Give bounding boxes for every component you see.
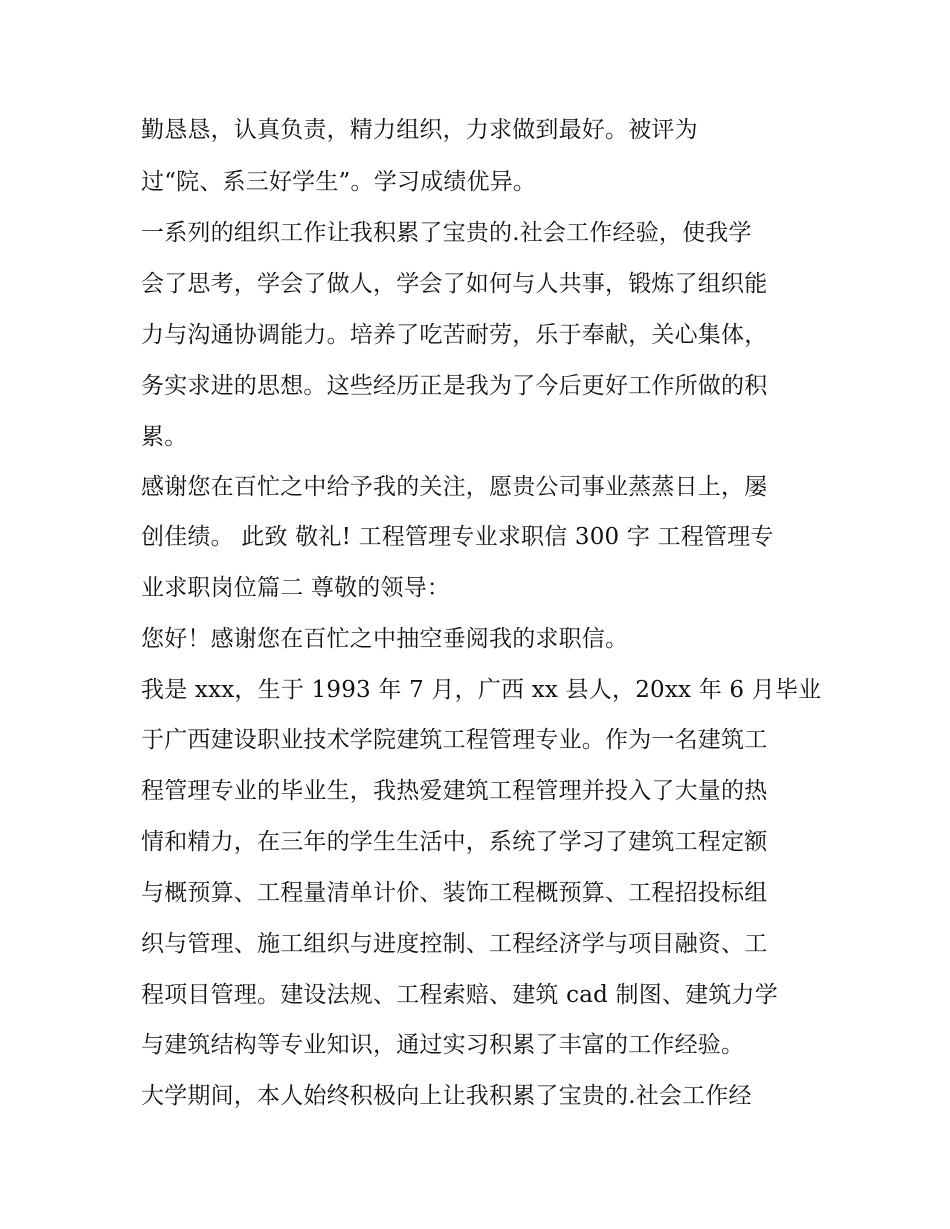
text-line: 创佳绩。 此致 敬礼! 工程管理专业求职信 300 字 工程管理专 bbox=[141, 524, 774, 550]
text-line: 于广西建设职业技术学院建筑工程管理专业。作为一名建筑工 bbox=[141, 727, 768, 753]
text-line: 程管理专业的毕业生，我热爱建筑工程管理并投入了大量的热 bbox=[141, 778, 768, 804]
text-line: 累。 bbox=[141, 424, 188, 450]
text-line: 我是 xxx，生于 1993 年 7 月，广西 xx 县人，20xx 年 6 月毕业 bbox=[141, 677, 822, 703]
text-line: 业求职岗位篇二 尊敬的领导： bbox=[141, 575, 451, 601]
text-line: 感谢您在百忙之中给予我的关注，愿贵公司事业蒸蒸日上，屡 bbox=[141, 474, 768, 500]
text-line: 会了思考，学会了做人，学会了如何与人共事，锻炼了组织能 bbox=[141, 271, 768, 297]
text-line: 务实求进的思想。这些经历正是我为了今后更好工作所做的积 bbox=[141, 373, 768, 399]
text-line: 您好！感谢您在百忙之中抽空垂阅我的求职信。 bbox=[141, 626, 629, 652]
text-line: 勤恳恳，认真负责，精力组织，力求做到最好。被评为 bbox=[141, 117, 698, 143]
text-line: 力与沟通协调能力。培养了吃苦耐劳，乐于奉献，关心集体， bbox=[141, 322, 768, 348]
text-line: 织与管理、施工组织与进度控制、工程经济学与项目融资、工 bbox=[141, 931, 768, 957]
text-line: 程项目管理。建设法规、工程索赔、建筑 cad 制图、建筑力学 bbox=[141, 982, 778, 1008]
text-line: 大学期间，本人始终积极向上让我积累了宝贵的.社会工作经 bbox=[141, 1083, 752, 1109]
text-line: 与建筑结构等专业知识，通过实习积累了丰富的工作经验。 bbox=[141, 1032, 745, 1058]
text-line: 过“院、系三好学生”。学习成绩优异。 bbox=[141, 169, 537, 195]
text-line: 一系列的组织工作让我积累了宝贵的.社会工作经验，使我学 bbox=[141, 220, 752, 246]
text-line: 与概预算、工程量清单计价、装饰工程概预算、工程招投标组 bbox=[141, 880, 768, 906]
text-line: 情和精力，在三年的学生生活中，系统了学习了建筑工程定额 bbox=[141, 829, 768, 855]
